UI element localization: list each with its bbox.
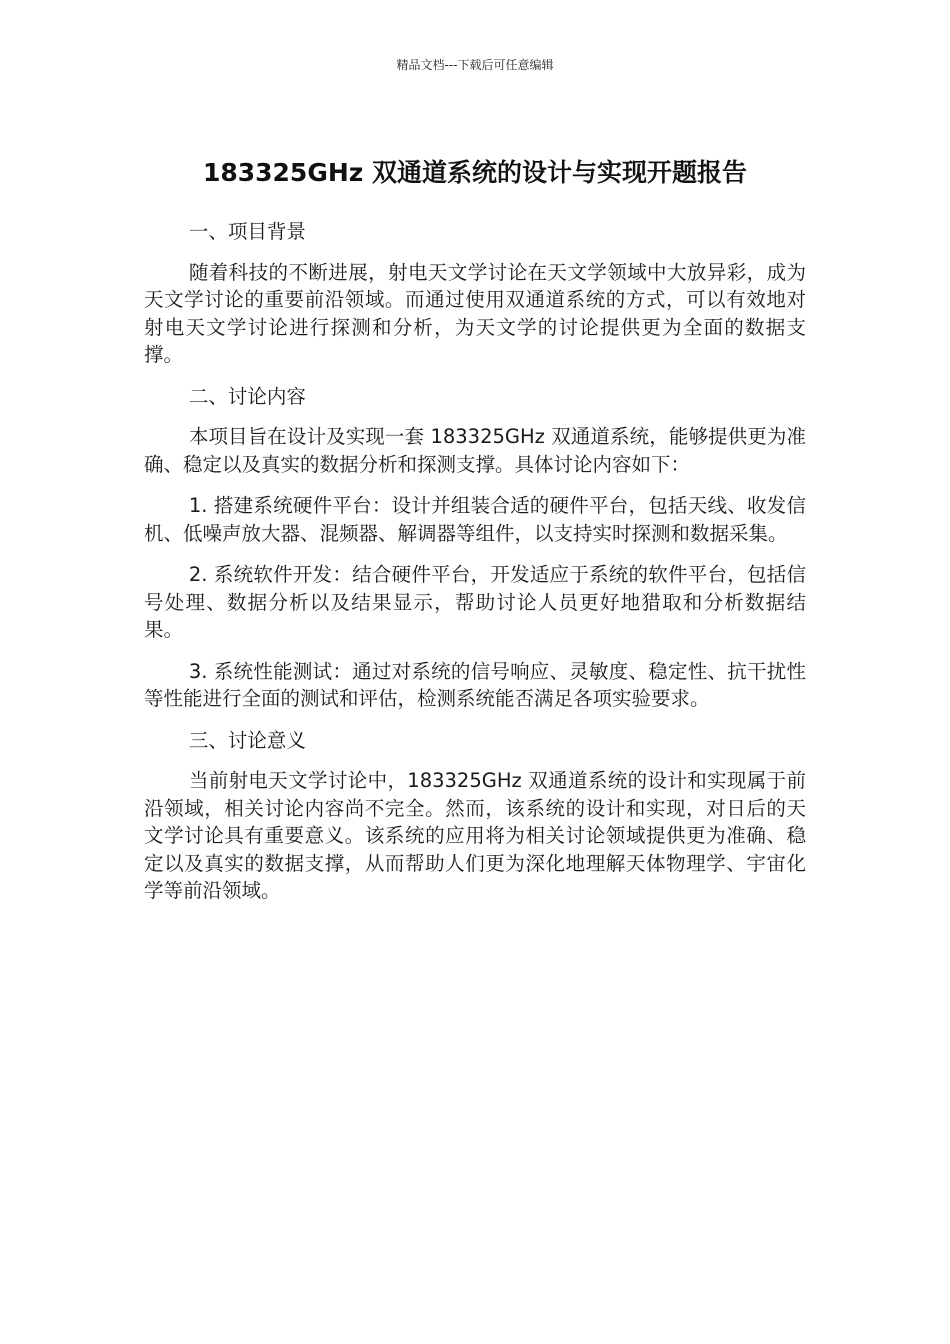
section-heading: 三、讨论意义	[188, 728, 306, 752]
section-content	[144, 383, 806, 713]
list-item-hardware: 1. 搭建系统硬件平台：设计并组装合适的硬件平台，包括天线、收发信机、低噪声放大器、混频器、解调器等组件，以支持实时探测和数据采集。	[144, 494, 806, 545]
section-heading: 二、讨论内容	[188, 384, 306, 408]
section-heading: 一、项目背景	[188, 220, 306, 243]
page-header: 精品文档---下载后可任意编辑	[396, 58, 554, 72]
document-body	[144, 218, 806, 919]
document-title: 183325GHz 双通道系统的设计与实现开题报告	[202, 157, 748, 187]
paragraph: 随着科技的不断进展，射电天文学讨论在天文学领域中大放异彩，成为天文学讨论的重要前沿领域。而通过使用双通道系统的方式，可以有效地对射电天文学讨论进行探测和分析，为天文学的讨论提供更为全面的数据支撑。	[144, 260, 806, 366]
paragraph: 本项目旨在设计及实现一套 183325GHz 双通道系统，能够提供更为准确、稳定以及真实的数据分析和探测支撑。具体讨论内容如下：	[144, 425, 806, 476]
list-item-testing: 3. 系统性能测试：通过对系统的信号响应、灵敏度、稳定性、抗干扰性等性能进行全面的测试和评估，检测系统能否满足各项实验要求。	[144, 659, 806, 710]
list-item-software: 2. 系统软件开发：结合硬件平台，开发适应于系统的软件平台，包括信号处理、数据分析以及结果显示，帮助讨论人员更好地猎取和分析数据结果。	[144, 563, 806, 641]
paragraph: 当前射电天文学讨论中，183325GHz 双通道系统的设计和实现属于前沿领域，相关讨论内容尚不完全。然而，该系统的设计和实现，对日后的天文学讨论具有重要意义。该系统的应用将为相关讨论领域提供更为准确、稳定以及真实的数据支撑，从而帮助人们更为深化地理解天体物理学、宇宙化学等前沿领域。	[144, 769, 806, 902]
section-significance	[144, 727, 806, 905]
section-background	[144, 218, 806, 369]
